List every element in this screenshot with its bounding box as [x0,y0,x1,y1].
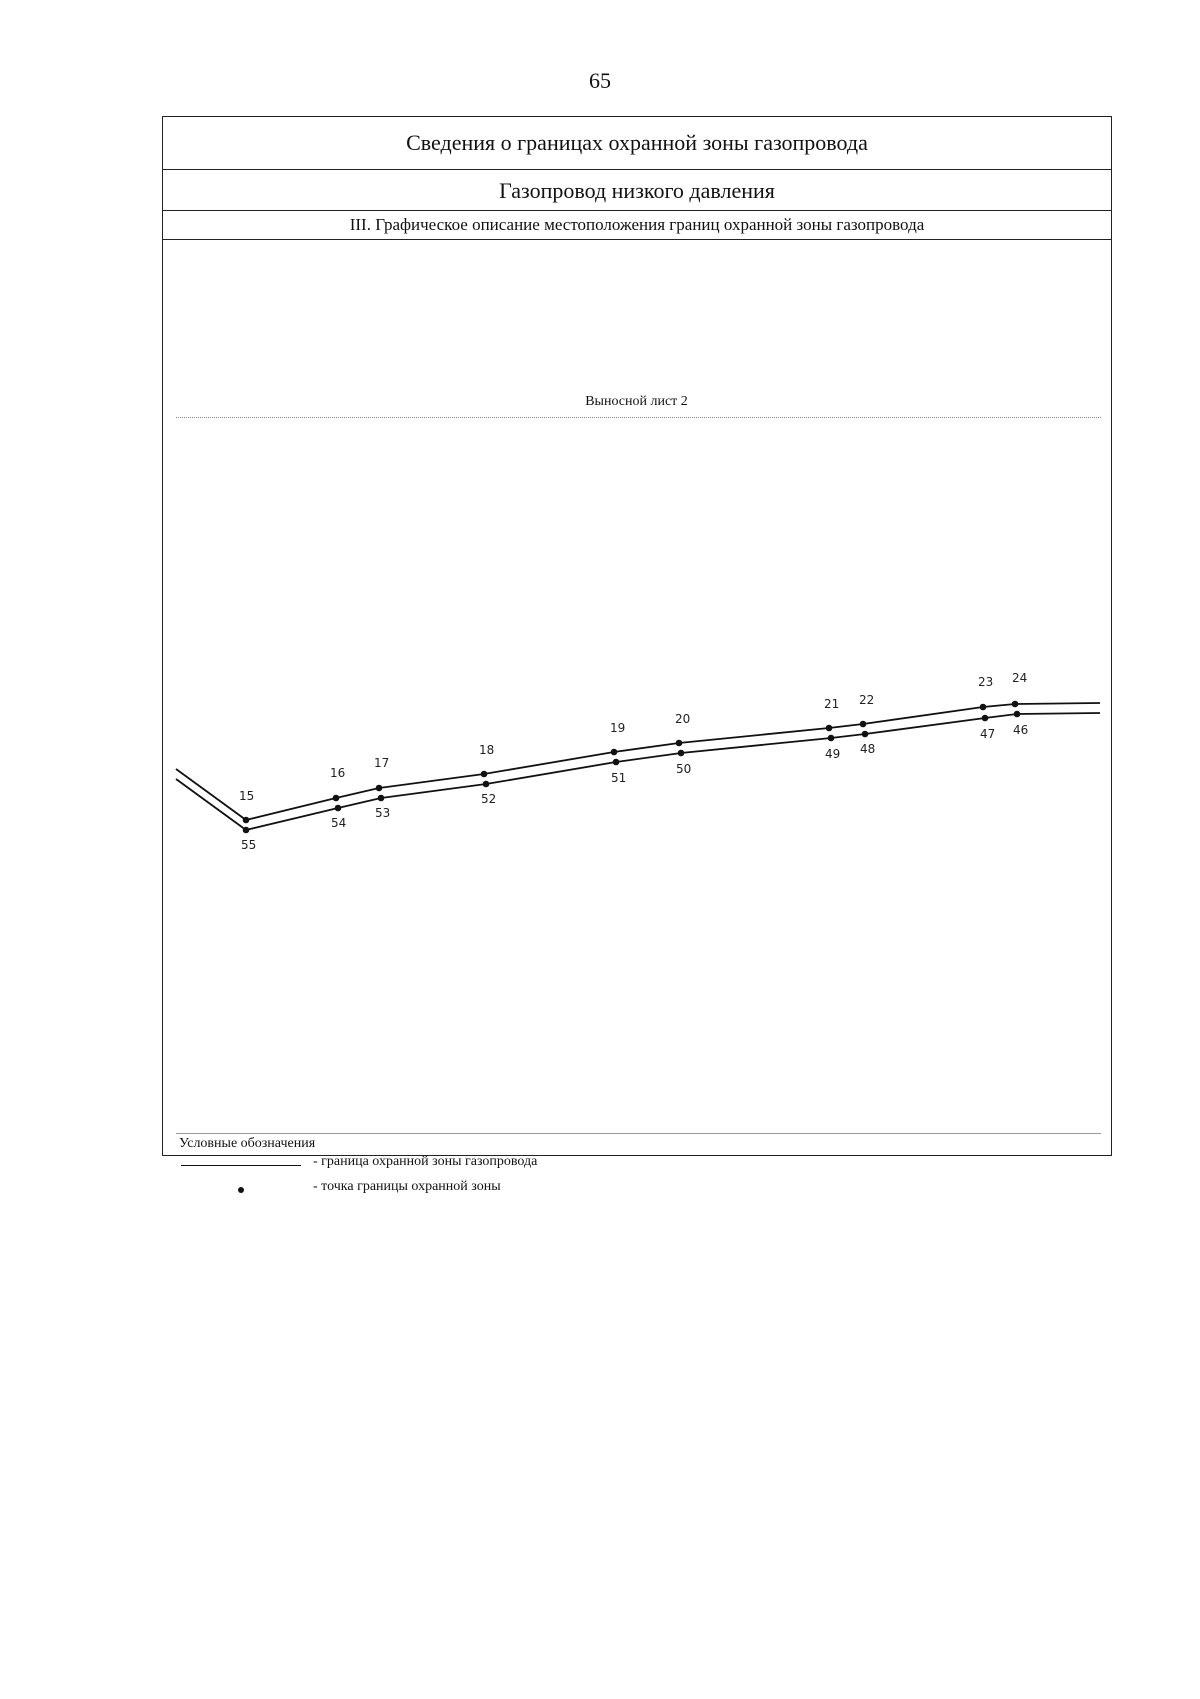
legend-divider [176,1133,1101,1134]
lower-point-label-50: 50 [676,762,692,776]
legend-line-label: - граница охранной зоны газопровода [313,1154,538,1169]
plan-title-divider [176,417,1101,418]
lower-point-55 [243,827,250,834]
lower-point-label-47: 47 [980,727,996,741]
plan-sheet-title: Выносной лист 2 [585,394,688,409]
document-title: Сведения о границах охранной зоны газопровода [163,117,1111,170]
upper-point-23 [980,704,987,711]
upper-point-label-24: 24 [1012,671,1028,685]
lower-point-label-52: 52 [481,792,497,806]
legend-title: Условные обозначения [179,1136,316,1151]
upper-point-label-19: 19 [610,721,626,735]
page-number: 65 [589,68,611,93]
lower-point-51 [613,759,620,766]
lower-point-49 [828,735,835,742]
lower-point-54 [335,805,342,812]
document-sheet [162,116,1112,1194]
upper-point-17 [376,785,383,792]
lower-point-label-49: 49 [825,747,841,761]
upper-point-21 [826,725,833,732]
upper-point-label-23: 23 [978,675,994,689]
upper-point-label-18: 18 [479,743,495,757]
upper-point-19 [611,749,618,756]
lower-point-47 [982,715,989,722]
lower-point-53 [378,795,385,802]
upper-point-24 [1012,701,1019,708]
upper-point-20 [676,740,683,747]
lower-point-46 [1014,711,1021,718]
upper-point-label-20: 20 [675,712,691,726]
upper-point-18 [481,771,488,778]
object-name: Газопровод низкого давления [163,170,1111,211]
lower-point-label-55: 55 [241,838,257,852]
lower-point-label-48: 48 [860,742,876,756]
lower-boundary-line [176,713,1100,830]
boundary-plan [163,240,1110,1194]
upper-point-label-17: 17 [374,756,390,770]
upper-point-label-15: 15 [239,789,255,803]
upper-point-label-21: 21 [824,697,840,711]
lower-point-label-51: 51 [611,771,627,785]
upper-point-16 [333,795,340,802]
upper-point-15 [243,817,250,824]
lower-point-label-53: 53 [375,806,391,820]
section-title: III. Графическое описание местоположения границ охранной зоны газопровода [163,211,1111,240]
legend-point-symbol [238,1187,244,1193]
boundary-plan-drawing [163,240,1110,1155]
legend-line-symbol [181,1165,301,1166]
upper-point-label-16: 16 [330,766,346,780]
lower-point-label-54: 54 [331,816,347,830]
lower-point-50 [678,750,685,757]
lower-point-label-46: 46 [1013,723,1029,737]
upper-point-label-22: 22 [859,693,875,707]
legend-point-label: - точка границы охранной зоны [313,1179,501,1194]
upper-point-22 [860,721,867,728]
lower-point-52 [483,781,490,788]
lower-point-48 [862,731,869,738]
